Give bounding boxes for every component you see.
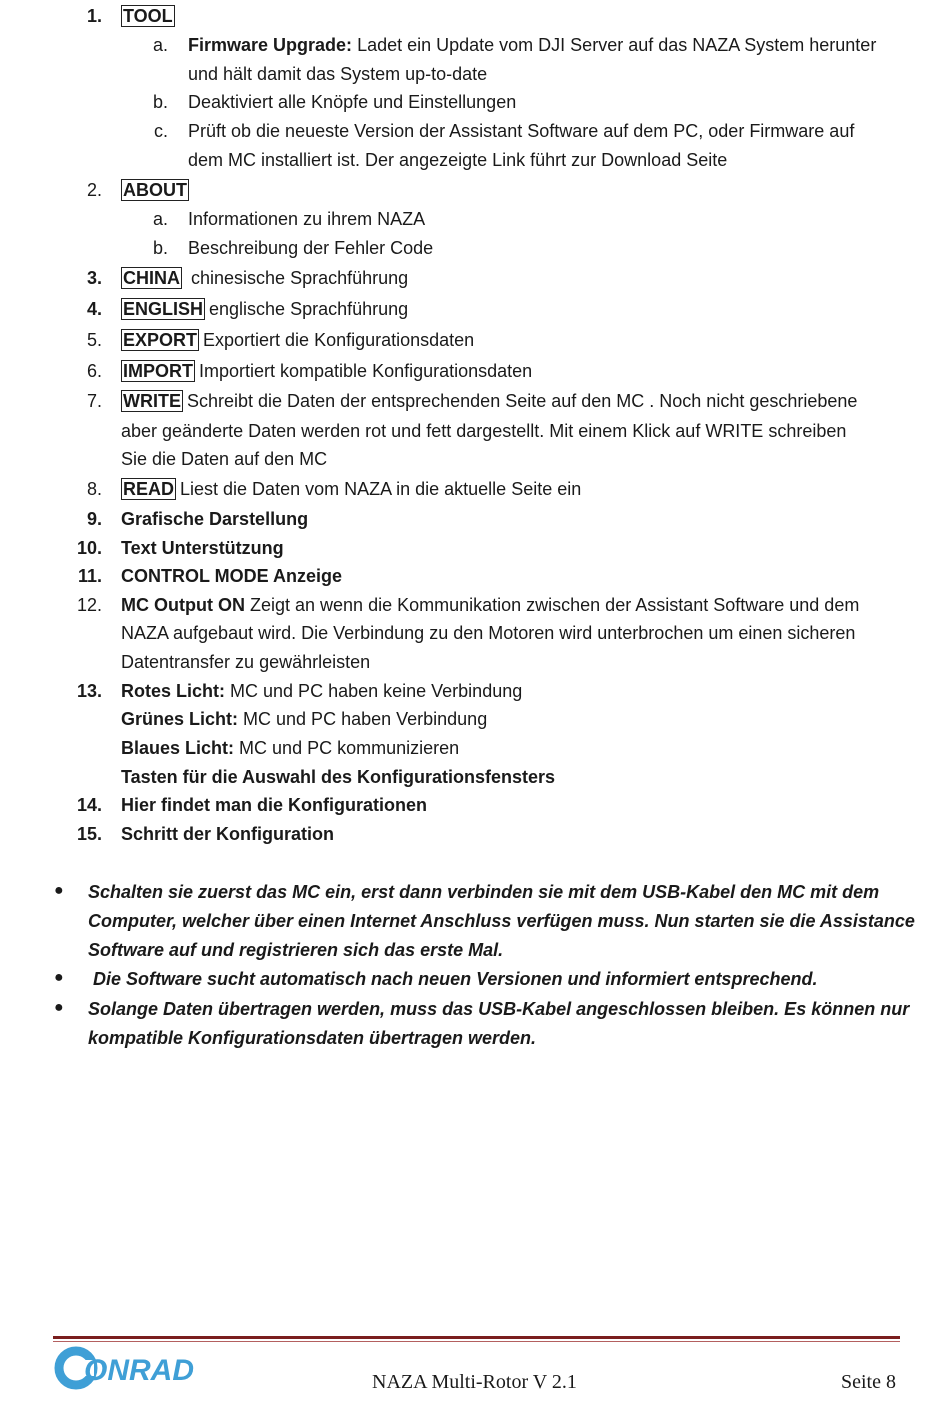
list-item-continuation: Datentransfer zu gewährleisten — [121, 652, 371, 672]
china-button-label: CHINA — [123, 268, 180, 288]
bullet-icon: ● — [54, 999, 64, 1016]
note-line: kompatible Konfigurationsdaten übertragen werden. — [88, 1028, 537, 1048]
footer-divider-thin — [53, 1341, 900, 1342]
logo-wordmark: ONRAD — [84, 1354, 194, 1387]
conrad-logo — [54, 1344, 244, 1392]
list-item-continuation: und hält damit das System up-to-date — [188, 64, 488, 84]
tool-button-label: TOOL — [123, 6, 173, 26]
read-button-label: READ — [123, 479, 175, 499]
footer-document-title: NAZA Multi-Rotor V 2.1 — [372, 1371, 577, 1393]
import-button-label: IMPORT — [123, 361, 193, 381]
english-button-label: ENGLISH — [123, 299, 204, 319]
write-button-label: WRITE — [123, 391, 181, 411]
list-item-continuation: aber geänderte Daten werden rot und fett dargestellt. Mit einem Klick auf WRITE schreiben — [121, 421, 847, 441]
list-item: Grünes Licht: MC und PC haben Verbindung — [121, 709, 488, 729]
list-item-continuation: dem MC installiert ist. Der angezeigte Link führt zur Download Seite — [188, 150, 728, 170]
note-line: Computer, welcher über einen Internet Anschluss verfügen muss. Nun starten sie die Assistance — [88, 911, 915, 931]
list-item: Tasten für die Auswahl des Konfigurationsfensters — [121, 767, 556, 787]
bullet-icon: ● — [54, 969, 64, 986]
footer-divider — [53, 1336, 900, 1339]
bullet-icon: ● — [54, 882, 64, 899]
note-line: Die Software sucht automatisch nach neuen Versionen und informiert entsprechend. — [88, 969, 818, 989]
about-button-label: ABOUT — [123, 180, 187, 200]
note-line: Solange Daten übertragen werden, muss das USB-Kabel angeschlossen bleiben. Es können nur — [88, 999, 910, 1019]
list-item-continuation: NAZA aufgebaut wird. Die Verbindung zu den Motoren wird unterbrochen um einen sicheren — [121, 623, 856, 643]
note-line: Schalten sie zuerst das MC ein, erst dann verbinden sie mit dem USB-Kabel den MC mit dem — [88, 882, 880, 902]
export-button-label: EXPORT — [123, 330, 198, 350]
note-line: Software auf und registrieren sich das erste Mal. — [88, 940, 504, 960]
footer-page-number: Seite 8 — [841, 1371, 896, 1393]
list-item: Blaues Licht: MC und PC kommunizieren — [121, 738, 460, 758]
list-item-continuation: Sie die Daten auf den MC — [121, 449, 328, 469]
